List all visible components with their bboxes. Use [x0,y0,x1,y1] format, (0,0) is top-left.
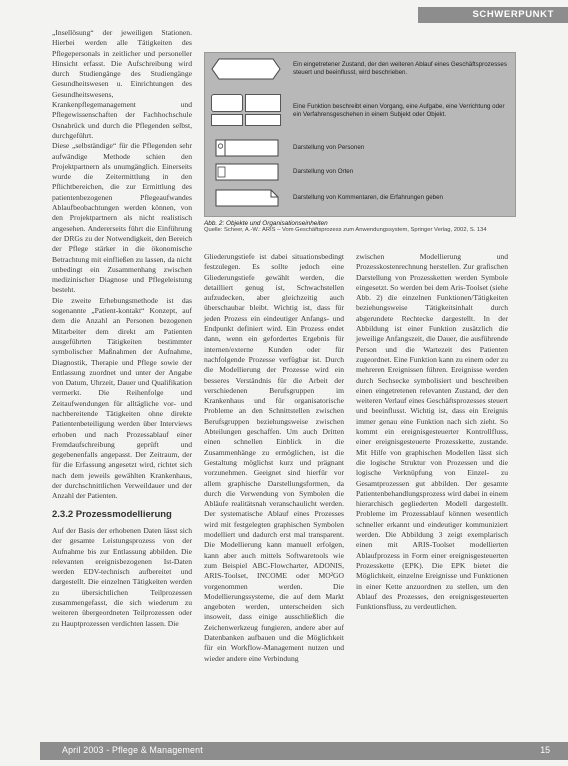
figure-row-location [205,161,515,183]
function-box-icon [211,94,243,112]
figure-row-comment [205,187,515,209]
figure-caption [204,220,514,234]
text-column-3 [356,252,508,720]
figure-row-event [205,55,515,83]
figure-text-location: Darstellung von Orten [293,168,354,176]
text-column-2 [204,252,344,720]
paragraph: Auf der Basis der erhobenen Daten lässt sich der gesamte Leistungsprozess von der Aufnahme bis zur Entlassung abbilden. Die relevanten ereignisbezogenen Ist-Daten werden EDV-technisch aufbereitet und dargestellt. Die einzelnen Tätigkeiten werden zu übersichtlichen Teilprozessen zusammengefasst, die sich wiederum zu weiteren übergeordneten Teilprozessen oder zu Hauptprozessen verdichten lassen. Die [52,525,192,628]
paragraph: zwischen Modellierung und Prozesskostenrechnung herstellen. Zur grafischen Darstellung von Prozessketten werden Symbole eingesetzt. So werden bei dem Aris-Toolset (siehe Abb. 2) die einzelnen Funktionen/Tätigkeiten beziehungsweise Tätigkeitsinhalt durch abgerundete Rechtecke dargestellt. In der Abbildung ist einer Funktion zusätzlich die jeweilige Anfangszeit, die Dauer, die ausführende Person und die Wartezeit des Patienten zugeordnet. Eine Funktion kann zu einem oder zu mehreren Ereignissen führen. Ereignisse werden durch Sechsecke symbolisiert und beschreiben einen eingetretenen relevanten Zustand, der den weiteren Verlauf eines Geschäftsprozesses steuert und beeinflusst. Wichtig ist, dass ein Ereignis immer genau eine Funktion nach sich zieht. So kommt ein ereignisgesteuerter Kontrollfluss, einer ereignisgesteuerte Prozesskette, zustande. Mit Hilfe von graphischen Modellen lässt sich die logische Struktur von Prozessen und die logische Verknüpfung von Einzel- zu Gesamtprozessen gut abbilden. Der gesamte Patientenbehandlungsprozess wird dabei in einem hierarchisch gegliederten Modell dargestellt. Probleme im Prozessablauf können wesentlich schneller erkannt und eindeutiger kommuniziert werden. Die Abbildung 3 zeigt exemplarisch einen mit ARIS-Toolset modellierten Ablaufprozess in Form einer ereignisgesteuerten Prozesskette (EPK). Die EPK bietet die Möglichkeit, einzelne Ereignisse und Funktionen in einer Kette anzuordnen zu stellen, um den Ablauf des Prozesses, den ereignisgesteuerten Funktionsfluss, zu verdeutlichen. [356,252,508,612]
function-detail-icon [211,114,243,126]
caption-source: Quelle: Scheer, A.-W.: ARIS – Vom Geschäftsprozess zum Anwendungssystem, Springer Verlag, 2002, S. 134 [204,227,487,233]
figure-text-function: Eine Funktion beschreibt einen Vorgang, eine Aufgabe, eine Verrichtung oder ein Verfahrensgeschehen in einem Subjekt oder Objekt. [293,103,505,118]
footer-issue: April 2003 - Pflege & Management [62,745,203,755]
page-footer [40,742,568,766]
section-heading: 2.3.2 Prozessmodellierung [52,508,172,520]
person-icon [215,139,279,157]
page-number: 15 [540,745,550,755]
paragraph: „Insellösung“ der jeweiligen Stationen. Hierbei werden alle Tätigkeiten des Pflegepersonals in zeitlicher und personeller Hinsicht erfasst. Die Aufschreibung wird durch Studiengänge des Studiengänge Gesundheitswesen u. Einrichtungen des Gesundheitswesens, Krankenpflegemanagement und Pflegewissenschaften der Fachhochschule Osnabrück und durch die Pflegenden selbst, durchgeführt. [52,28,192,140]
paragraph: Gliederungstiefe ist dabei situationsbedingt festzulegen. Es sollte jedoch eine Gliederungstiefe gewählt werden, die detailliert genug ist, Schwachstellen aufzudecken, aber gleichzeitig auch überschaubar bleibt. Wichtig ist, dass für jeden Prozess ein eindeutiger Anfangs- und Endpunkt definiert wird. Ein Prozess endet dann, wenn ein gefordertes Ergebnis für internen/externe Kunden oder für nachfolgende Prozesse verfügbar ist. Durch die Modellierung der Prozesse wird ein besseres Verständnis für die Arbeit der verschiedenen Berufsgruppen im Krankenhaus und für organisatorische Probleme an den Schnittstellen zwischen Berufsgruppen beziehungsweise zwischen Abteilungen geschaffen. Um auch Dritten einen schnellen Einblick in die Zusammenhänge zu ermöglichen, ist die Gestaltung möglichst kurz und prägnant vorzunehmen. Geeignet sind hierfür vor allem graphische Darstellungsformen, da durch die Verwendung von Symbolen die Abläufe realitätsnah veranschaulicht werden. Der systematische Ablauf eines Prozesses wird mit festgelegten graphischen Symbolen modelliert und dadurch erst mal transparent. Die Modellierung kann manuell erfolgen, kann aber auch mittels Softwaretools wie zum Beispiel ABC-Flowcharter, ADONIS, ARIS-Toolset, INCOME oder MO²GO vorgenommen werden. Die Modellierungssysteme, die auf dem Markt angeboten werden, unterscheiden sich insoweit, dass einige ausschließlich die Zeichenwerkzeug fungieren, andere aber auf Datenbanken aufbauen und die Möglichkeit für ein Workflow-Management nutzen und wieder andere eine Verbindung [204,252,344,663]
figure-row-function [205,89,515,133]
figure-text-event: Ein eingetretener Zustand, der den weiteren Ablauf eines Geschäftsprozesses steuert und beeinflusst, wird beschrieben. [293,61,507,76]
function-detail-icon [245,114,281,126]
figure-text-comment: Darstellung von Kommentaren, die Erfahrungen geben [293,194,443,202]
comment-icon [215,189,279,207]
figure-row-person [205,137,515,159]
caption-title: Abb. 2: Objekte und Organisationseinheiten [204,220,328,227]
text-column-1 [52,28,192,718]
paragraph: Die zweite Erhebungsmethode ist das sogenannte „Patient-kontakt“ Konzept, auf dem die Anzahl an Personen bezogenen Mitarbeiter dem direkt am Patienten ausgeführten Tätigkeiten bestimmter symbolischer Maßnahmen der Aufnahme, Diagnostik, Therapie und Pflege sowie der Entlassung zuordnet und unter der Angabe von Datum, Uhrzeit, Dauer und Qualifikation vermerkt. Die Reihenfolge und Zeitaufwendungen für alltägliche vor- und nachbereitende Tätigkeiten ohne direkte Patientenbeteiligung werden über Interviews erhoben und nach Prozessablauf einer Fremdaufschreibung geprüft und gegebenenfalls angepasst. Der Zeitraum, der für die Erfassung angesetzt wird, richtet sich nach dem jeweils gewählten Krankenhaus, der durchschnittlichen Verweildauer und der Anzahl der Patienten. [52,295,192,501]
figure-text-person: Darstellung von Personen [293,144,365,152]
function-detail-icon [245,94,281,112]
location-icon [215,163,279,181]
paragraph: Diese „selbständige“ für die Pflegenden sehr aufwändige Methode schien den Projektpartnern als unumgänglich. Einerseits wurde die Zeitermittlung in den Pflichtbereichen, die zur Ermittlung des patientenbezogenen Pflegeaufwandes Ablaufbeobachtungen werden können, von den Projektpartnern als nicht realistisch angesehen. Andererseits führt die Einführung der DRGs zu der Notwendigkeit, den Bereich der Pflege stärker in die ökonomische Betrachtung mit einfließen zu lassen, da nicht unbedingt ein Zusammenhang zwischen medizinischer Diagnose und Pflegeleistung besteht. [52,141,192,295]
figure-aris-objects [204,52,516,217]
section-tag: SCHWERPUNKT [418,7,568,23]
event-hexagon-icon [211,58,281,80]
